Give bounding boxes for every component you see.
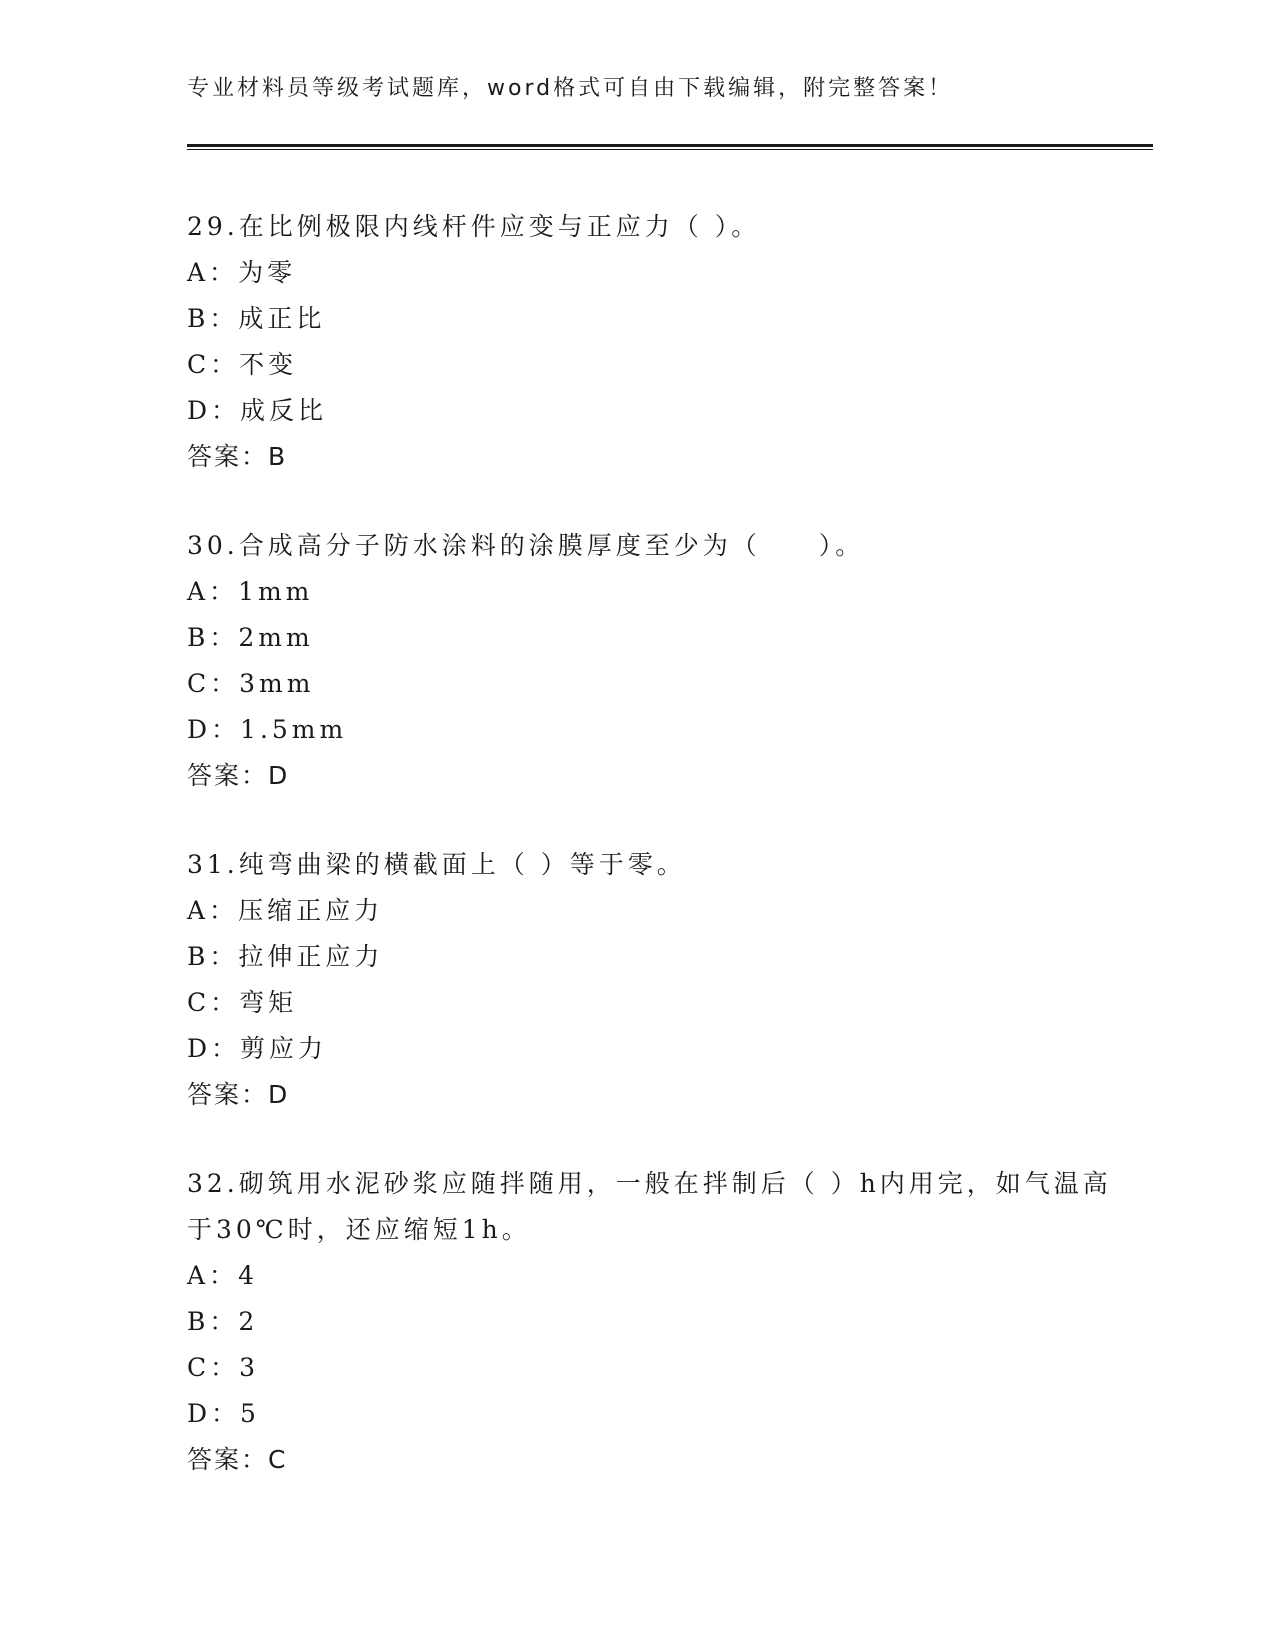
option-label: D： [187, 1399, 241, 1428]
question-stem: 30.合成高分子防水涂料的涂膜厚度至少为（ ）。 [187, 531, 865, 560]
option-a [187, 888, 1117, 934]
option-text: 2 [238, 1307, 259, 1336]
option-text: 压缩正应力 [238, 896, 384, 925]
option-text: 为零 [238, 258, 297, 287]
option-a [187, 569, 1117, 615]
option-text: 弯矩 [239, 988, 298, 1017]
option-text: 剪应力 [240, 1034, 328, 1063]
option-text: 5 [240, 1399, 260, 1428]
option-c [187, 342, 1117, 388]
answer-line: 答案：B [187, 442, 288, 471]
option-b [187, 934, 1117, 980]
option-text: 拉伸正应力 [238, 942, 384, 971]
question-stem: 32.砌筑用水泥砂浆应随拌随用，一般在拌制后（ ）h内用完，如气温高于30℃时，还应缩短1h。 [187, 1169, 1112, 1244]
page-header: 专业材料员等级考试题库，word格式可自由下载编辑，附完整答案！ [187, 76, 954, 101]
option-text: 成正比 [238, 304, 326, 333]
option-c [187, 1345, 1117, 1391]
option-label: A： [187, 896, 239, 925]
option-d [187, 1391, 1117, 1437]
question-29 [187, 204, 1117, 480]
question-stem: 29.在比例极限内线杆件应变与正应力（ ）。 [187, 212, 761, 241]
option-label: D： [187, 715, 241, 744]
option-text: 1.5mm [240, 715, 348, 744]
option-label: D： [187, 1034, 241, 1063]
option-label: A： [187, 577, 239, 606]
option-label: B： [187, 304, 239, 333]
option-text: 不变 [239, 350, 298, 379]
answer-line: 答案：D [187, 1080, 290, 1109]
option-label: B： [187, 1307, 239, 1336]
question-list [187, 204, 1117, 1526]
option-text: 2mm [238, 623, 314, 652]
option-label: A： [187, 1261, 239, 1290]
option-label: D： [187, 396, 241, 425]
question-stem: 31.纯弯曲梁的横截面上（ ）等于零。 [187, 850, 686, 879]
option-b [187, 615, 1117, 661]
option-d [187, 1026, 1117, 1072]
option-a [187, 250, 1117, 296]
header-rule-thick [187, 144, 1153, 147]
option-text: 成反比 [240, 396, 328, 425]
option-b [187, 1299, 1117, 1345]
option-text: 4 [238, 1261, 258, 1290]
option-label: C： [187, 669, 240, 698]
option-a [187, 1253, 1117, 1299]
option-text: 1mm [238, 577, 314, 606]
option-text: 3mm [239, 669, 315, 698]
option-d [187, 707, 1117, 753]
option-c [187, 661, 1117, 707]
option-text: 3 [239, 1353, 260, 1382]
question-31 [187, 842, 1117, 1118]
question-30 [187, 523, 1117, 799]
option-label: B： [187, 942, 239, 971]
option-b [187, 296, 1117, 342]
option-label: C： [187, 1353, 240, 1382]
option-label: C： [187, 350, 240, 379]
option-label: B： [187, 623, 239, 652]
answer-line: 答案：D [187, 761, 290, 790]
answer-line: 答案：C [187, 1445, 288, 1474]
option-c [187, 980, 1117, 1026]
option-label: C： [187, 988, 240, 1017]
header-rule-thin [187, 149, 1153, 150]
question-32 [187, 1161, 1117, 1483]
option-label: A： [187, 258, 239, 287]
option-d [187, 388, 1117, 434]
